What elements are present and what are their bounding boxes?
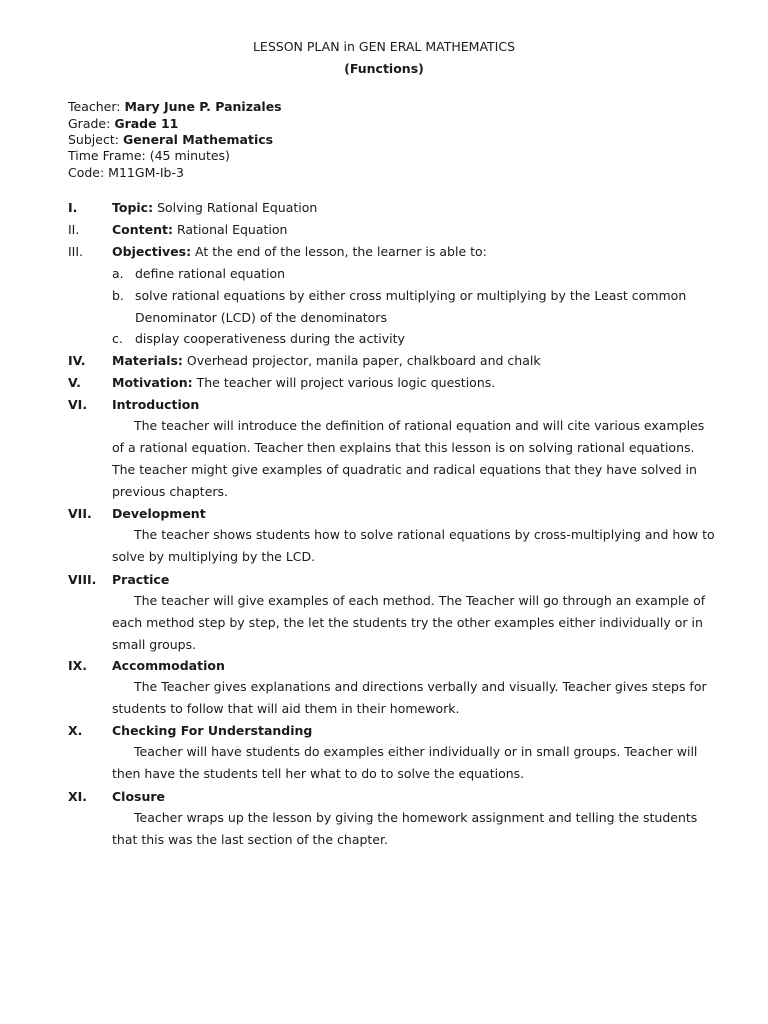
objective-letter: a. — [112, 266, 124, 281]
section-number: VII. — [68, 506, 92, 521]
teacher-value: Mary June P. Panizales — [124, 99, 282, 114]
section-number: IX. — [68, 658, 88, 673]
section-heading: Practice — [112, 572, 170, 587]
section-number: III. — [68, 244, 84, 259]
teacher-label: Teacher: — [68, 99, 121, 114]
subject-line — [68, 132, 273, 147]
section-objectives — [112, 244, 487, 259]
subject-value: General Mathematics — [122, 132, 274, 147]
section-label: Content: — [112, 222, 173, 237]
section-number: II. — [68, 222, 80, 237]
subject-label: Subject: — [68, 132, 119, 147]
section-text: Overhead projector, manila paper, chalkboard and chalk — [182, 353, 541, 368]
grade-value: Grade 11 — [114, 116, 179, 131]
section-paragraph: The teacher will introduce the definition of rational equation and will cite various examples of a rational equation. Teacher then explains that this lesson is on solving rational equations. The teacher might give examples of quadratic and radical equations that they have solved in previous chapters. — [112, 418, 705, 499]
section-paragraph: Teacher will have students do examples either individually or in small groups. Teacher will then have the students tell her what to do to solve the equations. — [112, 744, 698, 781]
section-text: At the end of the lesson, the learner is able to: — [191, 244, 487, 259]
section-number: VI. — [68, 397, 88, 412]
section-text: Solving Rational Equation — [153, 200, 318, 215]
objective-letter: b. — [112, 288, 124, 303]
section-materials — [112, 353, 541, 368]
section-number: I. — [68, 200, 78, 215]
section-label: Motivation: — [112, 375, 193, 390]
timeframe-line: Time Frame: (45 minutes) — [68, 148, 230, 163]
document-title: LESSON PLAN in GEN ERAL MATHEMATICS — [252, 39, 516, 54]
section-paragraph: The Teacher gives explanations and directions verbally and visually. Teacher gives steps for students to follow that will aid them in their homework. — [112, 679, 707, 716]
section-heading: Development — [112, 506, 206, 521]
section-text: The teacher will project various logic questions. — [192, 375, 496, 390]
code-line: Code: M11GM-Ib-3 — [68, 165, 184, 180]
objective-text-continued: Denominator (LCD) of the denominators — [135, 310, 387, 325]
section-heading: Closure — [112, 789, 166, 804]
objective-text: display cooperativeness during the activity — [135, 331, 405, 346]
teacher-line — [68, 99, 282, 114]
section-heading: Accommodation — [112, 658, 225, 673]
section-paragraph: Teacher wraps up the lesson by giving the homework assignment and telling the students that this was the last section of the chapter. — [112, 810, 698, 847]
section-content — [112, 222, 287, 237]
section-paragraph: The teacher shows students how to solve rational equations by cross-multiplying and how to solve by multiplying by the LCD. — [112, 527, 715, 564]
section-text: Rational Equation — [173, 222, 288, 237]
section-heading: Checking For Understanding — [112, 723, 313, 738]
section-label: Topic: — [112, 200, 154, 215]
section-motivation — [112, 375, 495, 390]
section-heading: Introduction — [112, 397, 200, 412]
objective-letter: c. — [112, 331, 123, 346]
section-topic — [112, 200, 317, 215]
objective-text: solve rational equations by either cross multiplying or multiplying by the Least common — [135, 288, 687, 303]
objective-text: define rational equation — [135, 266, 286, 281]
section-number: V. — [68, 375, 81, 390]
section-number: IV. — [68, 353, 86, 368]
section-number: XI. — [68, 789, 88, 804]
grade-line — [68, 116, 178, 131]
section-number: X. — [68, 723, 83, 738]
section-label: Materials: — [112, 353, 183, 368]
grade-label: Grade: — [68, 116, 111, 131]
document-subtitle: (Functions) — [344, 61, 424, 76]
section-label: Objectives: — [112, 244, 192, 259]
section-number: VIII. — [68, 572, 97, 587]
section-paragraph: The teacher will give examples of each method. The Teacher will go through an example of each method step by step, the let the students try the other examples either individually or in small groups. — [112, 593, 706, 652]
